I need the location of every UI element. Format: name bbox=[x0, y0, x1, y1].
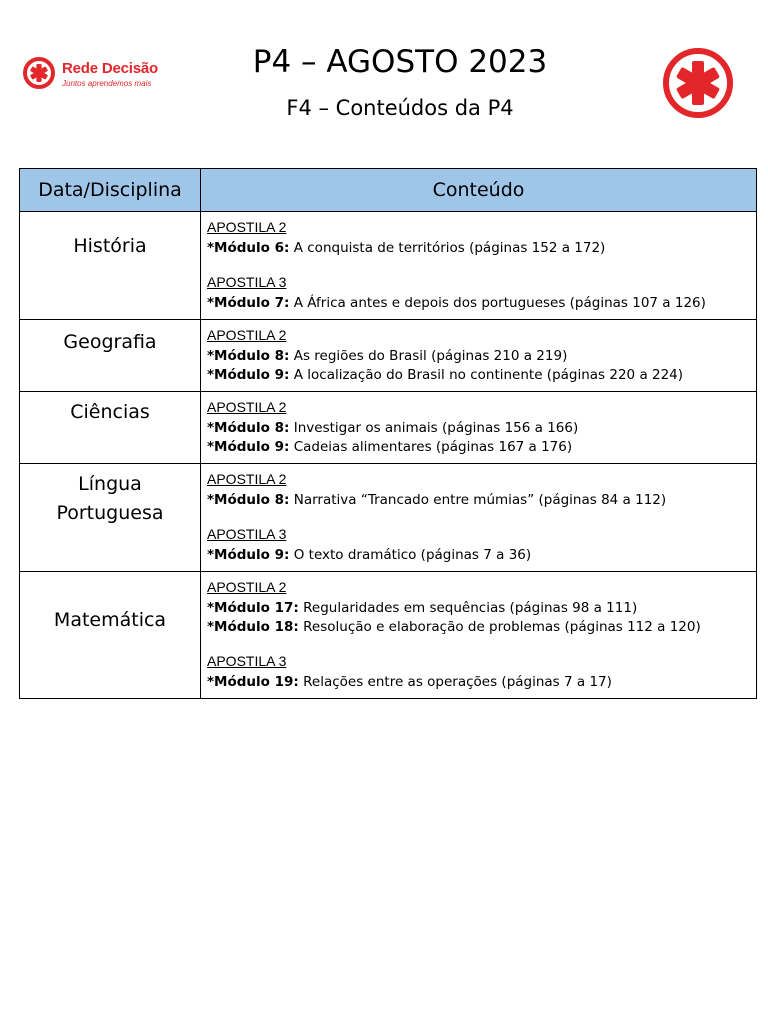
subject-cell: Ciências bbox=[20, 392, 201, 464]
column-header-subject: Data/Disciplina bbox=[20, 169, 201, 212]
subject-cell: Matemática bbox=[20, 572, 201, 699]
module-label: *Módulo 17: bbox=[207, 600, 299, 616]
table-header-row bbox=[20, 169, 757, 212]
module-line bbox=[207, 491, 752, 510]
subject-cell: Língua Portuguesa bbox=[20, 464, 201, 572]
module-label: *Módulo 8: bbox=[207, 348, 290, 364]
apostila-heading: APOSTILA 3 bbox=[207, 653, 287, 669]
module-text: Narrativa “Trancado entre múmias” (páginas 84 a 112) bbox=[293, 492, 667, 508]
module-label: *Módulo 9: bbox=[207, 367, 290, 383]
module-text: Resolução e elaboração de problemas (páginas 112 a 120) bbox=[303, 619, 701, 635]
module-line bbox=[207, 438, 752, 457]
module-label: *Módulo 8: bbox=[207, 420, 290, 436]
content-cell bbox=[201, 392, 757, 464]
module-label: *Módulo 7: bbox=[207, 295, 290, 311]
content-table bbox=[19, 168, 757, 699]
subject-cell: Geografia bbox=[20, 320, 201, 392]
module-text: Relações entre as operações (páginas 7 a 17) bbox=[303, 674, 612, 690]
module-text: Regularidades em sequências (páginas 98 a 111) bbox=[303, 600, 638, 616]
module-line bbox=[207, 239, 752, 258]
module-label: *Módulo 18: bbox=[207, 619, 299, 635]
module-line bbox=[207, 366, 752, 385]
table-row bbox=[20, 572, 757, 699]
content-cell bbox=[201, 212, 757, 320]
module-line bbox=[207, 599, 752, 618]
module-line bbox=[207, 618, 752, 637]
apostila-heading: APOSTILA 2 bbox=[207, 399, 287, 415]
module-label: *Módulo 6: bbox=[207, 240, 290, 256]
module-label: *Módulo 8: bbox=[207, 492, 290, 508]
module-line bbox=[207, 546, 752, 565]
module-line bbox=[207, 294, 752, 313]
module-text: A África antes e depois dos portugueses (páginas 107 a 126) bbox=[293, 295, 706, 311]
module-line bbox=[207, 419, 752, 438]
content-cell bbox=[201, 320, 757, 392]
apostila-heading: APOSTILA 2 bbox=[207, 327, 287, 343]
module-label: *Módulo 9: bbox=[207, 439, 290, 455]
module-label: *Módulo 9: bbox=[207, 547, 290, 563]
page-subtitle: F4 – Conteúdos da P4 bbox=[286, 96, 514, 120]
module-text: A conquista de territórios (páginas 152 a 172) bbox=[293, 240, 606, 256]
content-cell bbox=[201, 464, 757, 572]
apostila-heading: APOSTILA 2 bbox=[207, 219, 287, 235]
module-text: Investigar os animais (páginas 156 a 166) bbox=[293, 420, 579, 436]
subject-cell: História bbox=[20, 212, 201, 320]
apostila-heading: APOSTILA 2 bbox=[207, 471, 287, 487]
group-spacer bbox=[207, 637, 752, 652]
module-text: A localização do Brasil no continente (páginas 220 a 224) bbox=[293, 367, 684, 383]
column-header-content: Conteúdo bbox=[201, 169, 757, 212]
apostila-heading: APOSTILA 3 bbox=[207, 526, 287, 542]
module-line bbox=[207, 673, 752, 692]
module-label: *Módulo 19: bbox=[207, 674, 299, 690]
module-text: As regiões do Brasil (páginas 210 a 219) bbox=[293, 348, 568, 364]
page-title: P4 – AGOSTO 2023 bbox=[252, 44, 548, 80]
table-row bbox=[20, 212, 757, 320]
content-cell bbox=[201, 572, 757, 699]
group-spacer bbox=[207, 510, 752, 525]
table-row bbox=[20, 392, 757, 464]
group-spacer bbox=[207, 258, 752, 273]
apostila-heading: APOSTILA 2 bbox=[207, 579, 287, 595]
asterisk-badge-icon bbox=[660, 45, 736, 125]
table-row bbox=[20, 320, 757, 392]
module-text: Cadeias alimentares (páginas 167 a 176) bbox=[293, 439, 573, 455]
table-row bbox=[20, 464, 757, 572]
module-text: O texto dramático (páginas 7 a 36) bbox=[293, 547, 532, 563]
apostila-heading: APOSTILA 3 bbox=[207, 274, 287, 290]
brand-tagline: Juntos aprendemos mais bbox=[62, 79, 152, 88]
brand-name: Rede Decisão bbox=[62, 60, 158, 77]
module-line bbox=[207, 347, 752, 366]
